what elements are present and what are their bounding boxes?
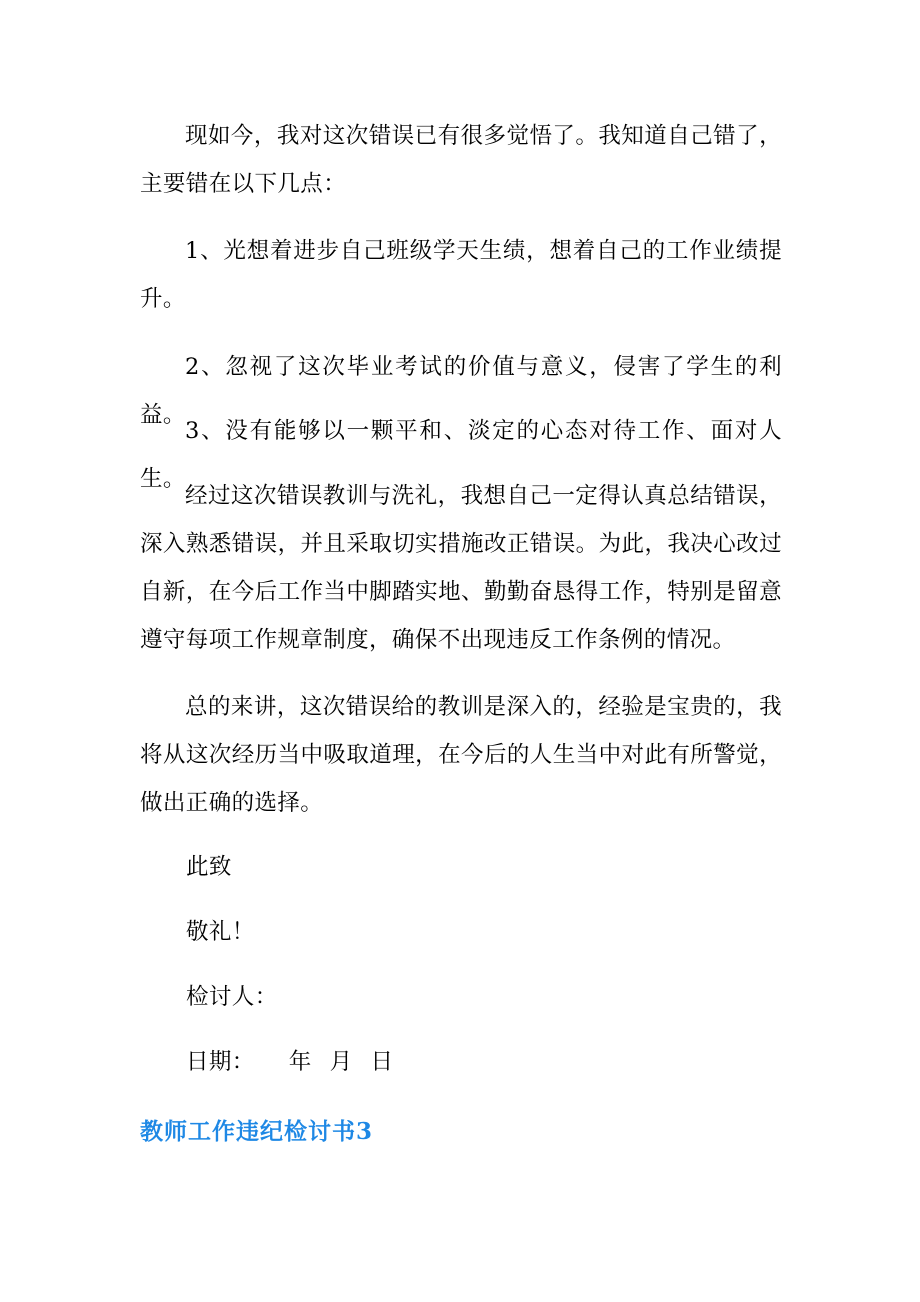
date-month: 月 <box>329 1049 353 1075</box>
paragraph-point-1: 1、光想着进步自己班级学天生绩，想着自己的工作业绩提升。 <box>140 238 782 312</box>
paragraph-intro: 现如今，我对这次错误已有很多觉悟了。我知道自己错了，主要错在以下几点： <box>140 123 782 197</box>
paragraph-resolution: 经过这次错误教训与洗礼，我想自己一定得认真总结错误，深入熟悉错误，并且采取切实措施改正错误。为此，我决心改过自新，在今后工作当中脚踏实地、勤勤奋恳得工作，特别是留意遵守每项工作规章制度，确保不出现违反工作条例的情况。 <box>140 483 782 653</box>
paragraph-point-3: 3、没有能够以一颗平和、淡定的心态对待工作、面对人生。 <box>140 418 782 492</box>
date-year: 年 <box>288 1049 312 1075</box>
closing-salutation: 此致 <box>186 854 232 880</box>
signer-label: 检讨人： <box>186 984 278 1010</box>
paragraph-summary: 总的来讲，这次错误给的教训是深入的，经验是宝贵的，我将从这次经历当中吸取道理，在今后的人生当中对此有所警觉，做出正确的选择。 <box>140 694 782 816</box>
date-label: 日期： <box>186 1049 255 1075</box>
section-heading: 教师工作违纪检讨书3 <box>140 1118 374 1145</box>
paragraph-point-2: 2、忽视了这次毕业考试的价值与意义，侵害了学生的利益。 <box>140 354 782 428</box>
date-day: 日 <box>370 1049 394 1075</box>
closing-regards: 敬礼！ <box>186 919 255 945</box>
date-line <box>186 1038 393 1086</box>
